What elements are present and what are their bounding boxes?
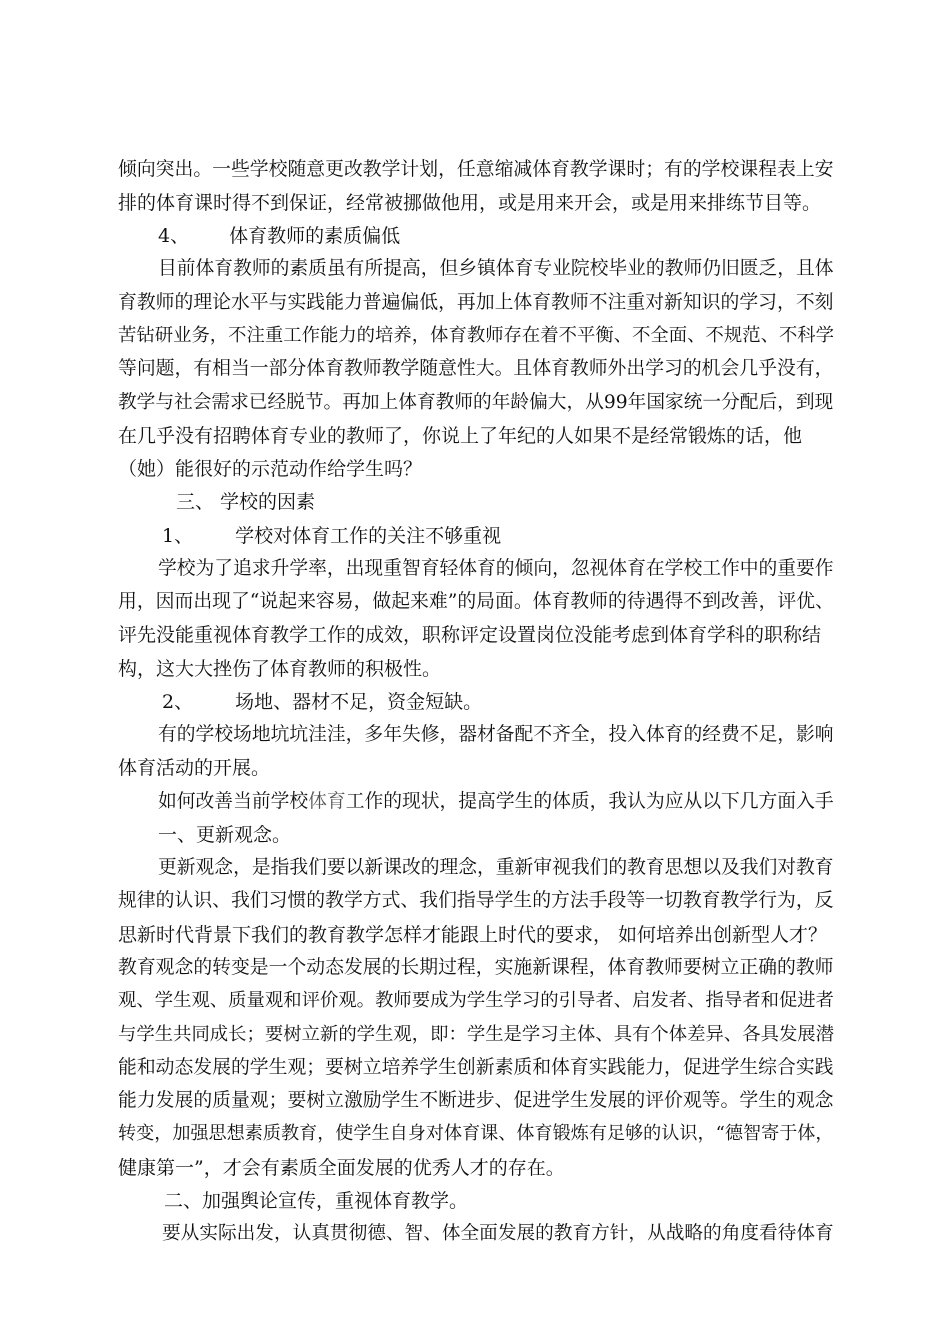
text-line: 排的体育课时得不到保证，经常被挪做他用，或是用来开会，或是用来排练节目等。 (118, 192, 822, 214)
text-line: 思新时代背景下我们的教育教学怎样才能跟上时代的要求， 如何培养出创新型人才？ (118, 924, 828, 946)
text-line: 倾向突出。一些学校随意更改教学计划，任意缩减体育教学课时；有的学校课程表上安 (118, 159, 834, 180)
text-segment-highlight: 体育 (308, 791, 346, 812)
section-heading: 一、更新观念。 (158, 824, 292, 846)
text-line: 转变，加强思想素质教育，使学生自身对体育课、体育锻炼有足够的认识，“德智寄于体， (118, 1123, 834, 1144)
text-line: 能力发展的质量观；要树立激励学生不断进步、促进学生发展的评价观等。学生的观念 (118, 1090, 834, 1111)
text-line: 要从实际出发，认真贯彻德、智、体全面发展的教育方针，从战略的角度看待体育 (162, 1223, 834, 1244)
section-heading (162, 521, 501, 551)
text-line: 规律的认识、我们习惯的教学方式、我们指导学生的方法手段等一切教育教学行为，反 (118, 890, 834, 911)
text-line: 更新观念，是指我们要以新课改的理念，重新审视我们的教育思想以及我们对教育 (158, 857, 834, 878)
text-line: 观、学生观、质量观和评价观。教师要成为学生学习的引导者、启发者、指导者和促进者 (118, 990, 835, 1011)
text-line: 评先没能重视体育教学工作的成效，职称评定设置岗位没能考虑到体育学科的职称结 (118, 624, 822, 646)
text-line: 等问题，有相当一部分体育教师教学随意性大。且体育教师外出学习的机会几乎没有， (118, 358, 834, 379)
text-line: 有的学校场地坑坑洼洼，多年失修，器材备配不齐全，投入体育的经费不足，影响 (158, 724, 834, 745)
text-line: 教育观念的转变是一个动态发展的长期过程，实施新课程，体育教师要树立正确的教师 (118, 957, 834, 978)
heading-number: 4、 (158, 225, 190, 247)
text-line: 学校为了追求升学率，出现重智育轻体育的倾向，忽视体育在学校工作中的重要作 (158, 558, 834, 579)
text-line: 育教师的理论水平与实践能力普遍偏低，再加上体育教师不注重对新知识的学习，不刻 (118, 292, 834, 313)
text-line: （她）能很好的示范动作给学生吗？ (118, 458, 423, 480)
section-heading: 二、加强舆论宣传，重视体育教学。 (164, 1190, 469, 1212)
heading-text: 场地、器材不足，资金短缺。 (235, 691, 483, 713)
heading-text: 学校对体育工作的关注不够重视 (235, 525, 502, 547)
text-line: 苦钻研业务，不注重工作能力的培养，体育教师存在着不平衡、不全面、不规范、不科学 (118, 325, 835, 346)
text-line (158, 787, 834, 817)
text-line: 教学与社会需求已经脱节。再加上体育教师的年龄偏大，从99年国家统一分配后，到现 (118, 392, 834, 413)
text-line: 在几乎没有招聘体育专业的教师了，你说上了年纪的人如果不是经常锻炼的话，他 (118, 425, 803, 447)
text-segment: 工作的现状，提高学生的体质，我认为应从以下几方面入手 (345, 791, 834, 812)
section-heading (158, 221, 400, 251)
text-segment: 如何改善当前学校 (158, 791, 309, 812)
section-heading: 三、 学校的因素 (176, 491, 316, 513)
text-line: 与学生共同成长；要树立新的学生观，即：学生是学习主体、具有个体差异、各具发展潜 (118, 1024, 835, 1045)
section-heading (162, 687, 482, 717)
heading-number: 2、 (162, 691, 194, 713)
text-line: 健康第一”，才会有素质全面发展的优秀人才的存在。 (118, 1157, 565, 1179)
text-line: 体育活动的开展。 (118, 757, 271, 779)
text-line: 目前体育教师的素质虽有所提高，但乡镇体育专业院校毕业的教师仍旧匮乏，且体 (158, 258, 834, 279)
heading-text: 体育教师的素质偏低 (229, 225, 401, 247)
heading-number: 1、 (162, 525, 194, 547)
text-line: 构，这大大挫伤了体育教师的积极性。 (118, 658, 442, 680)
text-line: 用，因而出现了“说起来容易，做起来难”的局面。体育教师的待遇得不到改善，评优、 (118, 591, 834, 612)
text-line: 能和动态发展的学生观；要树立培养学生创新素质和体育实践能力，促进学生综合实践 (118, 1057, 834, 1078)
